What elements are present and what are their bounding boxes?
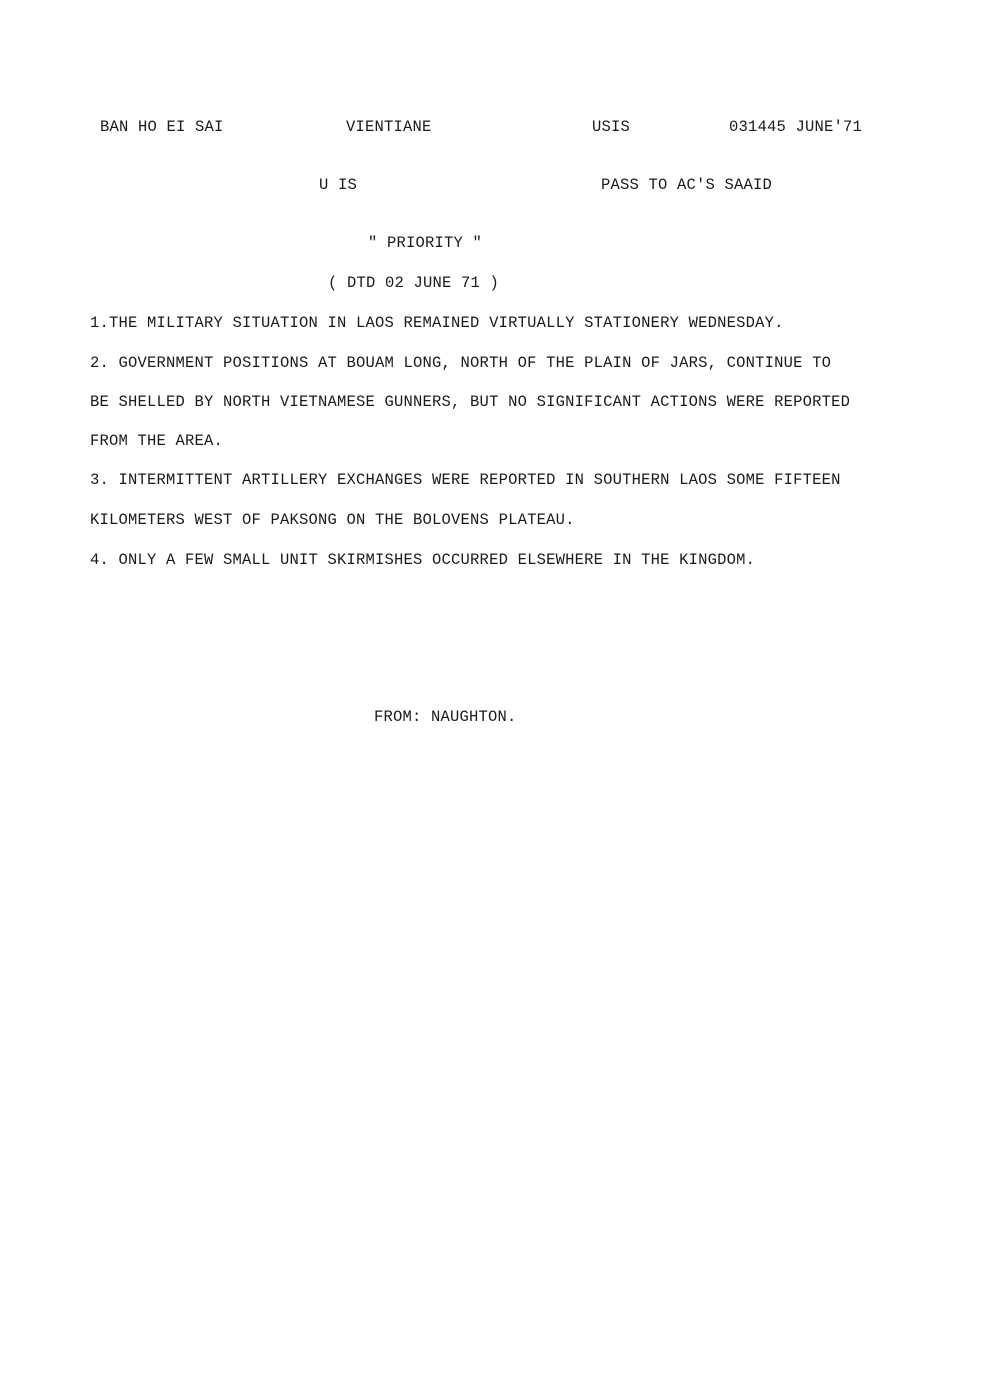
- paragraph-2-line: 2. GOVERNMENT POSITIONS AT BOUAM LONG, NORTH OF THE PLAIN OF JARS, CONTINUE TO: [90, 354, 832, 372]
- paragraph-4: 4. ONLY A FEW SMALL UNIT SKIRMISHES OCCURRED ELSEWHERE IN THE KINGDOM.: [90, 551, 756, 569]
- priority-label: " PRIORITY ": [368, 234, 483, 252]
- paragraph-2-line: FROM THE AREA.: [90, 432, 224, 450]
- addressee-line-2: PASS TO AC'S SAAID: [601, 176, 773, 194]
- paragraph-3-line: KILOMETERS WEST OF PAKSONG ON THE BOLOVENS PLATEAU.: [90, 511, 575, 529]
- from-station: BAN HO EI SAI: [100, 118, 224, 136]
- date-time-group: 031445 JUNE'71: [729, 118, 863, 136]
- agency: USIS: [592, 118, 631, 136]
- to-station: VIENTIANE: [346, 118, 432, 136]
- paragraph-1: 1.THE MILITARY SITUATION IN LAOS REMAINED VIRTUALLY STATIONERY WEDNESDAY.: [90, 314, 784, 332]
- signature: FROM: NAUGHTON.: [374, 708, 517, 726]
- paragraph-2-line: BE SHELLED BY NORTH VIETNAMESE GUNNERS, BUT NO SIGNIFICANT ACTIONS WERE REPORTED: [90, 393, 851, 411]
- dated-line: ( DTD 02 JUNE 71 ): [328, 274, 500, 292]
- paragraph-3-line: 3. INTERMITTENT ARTILLERY EXCHANGES WERE REPORTED IN SOUTHERN LAOS SOME FIFTEEN: [90, 471, 841, 489]
- addressee-line-1: U IS: [319, 176, 358, 194]
